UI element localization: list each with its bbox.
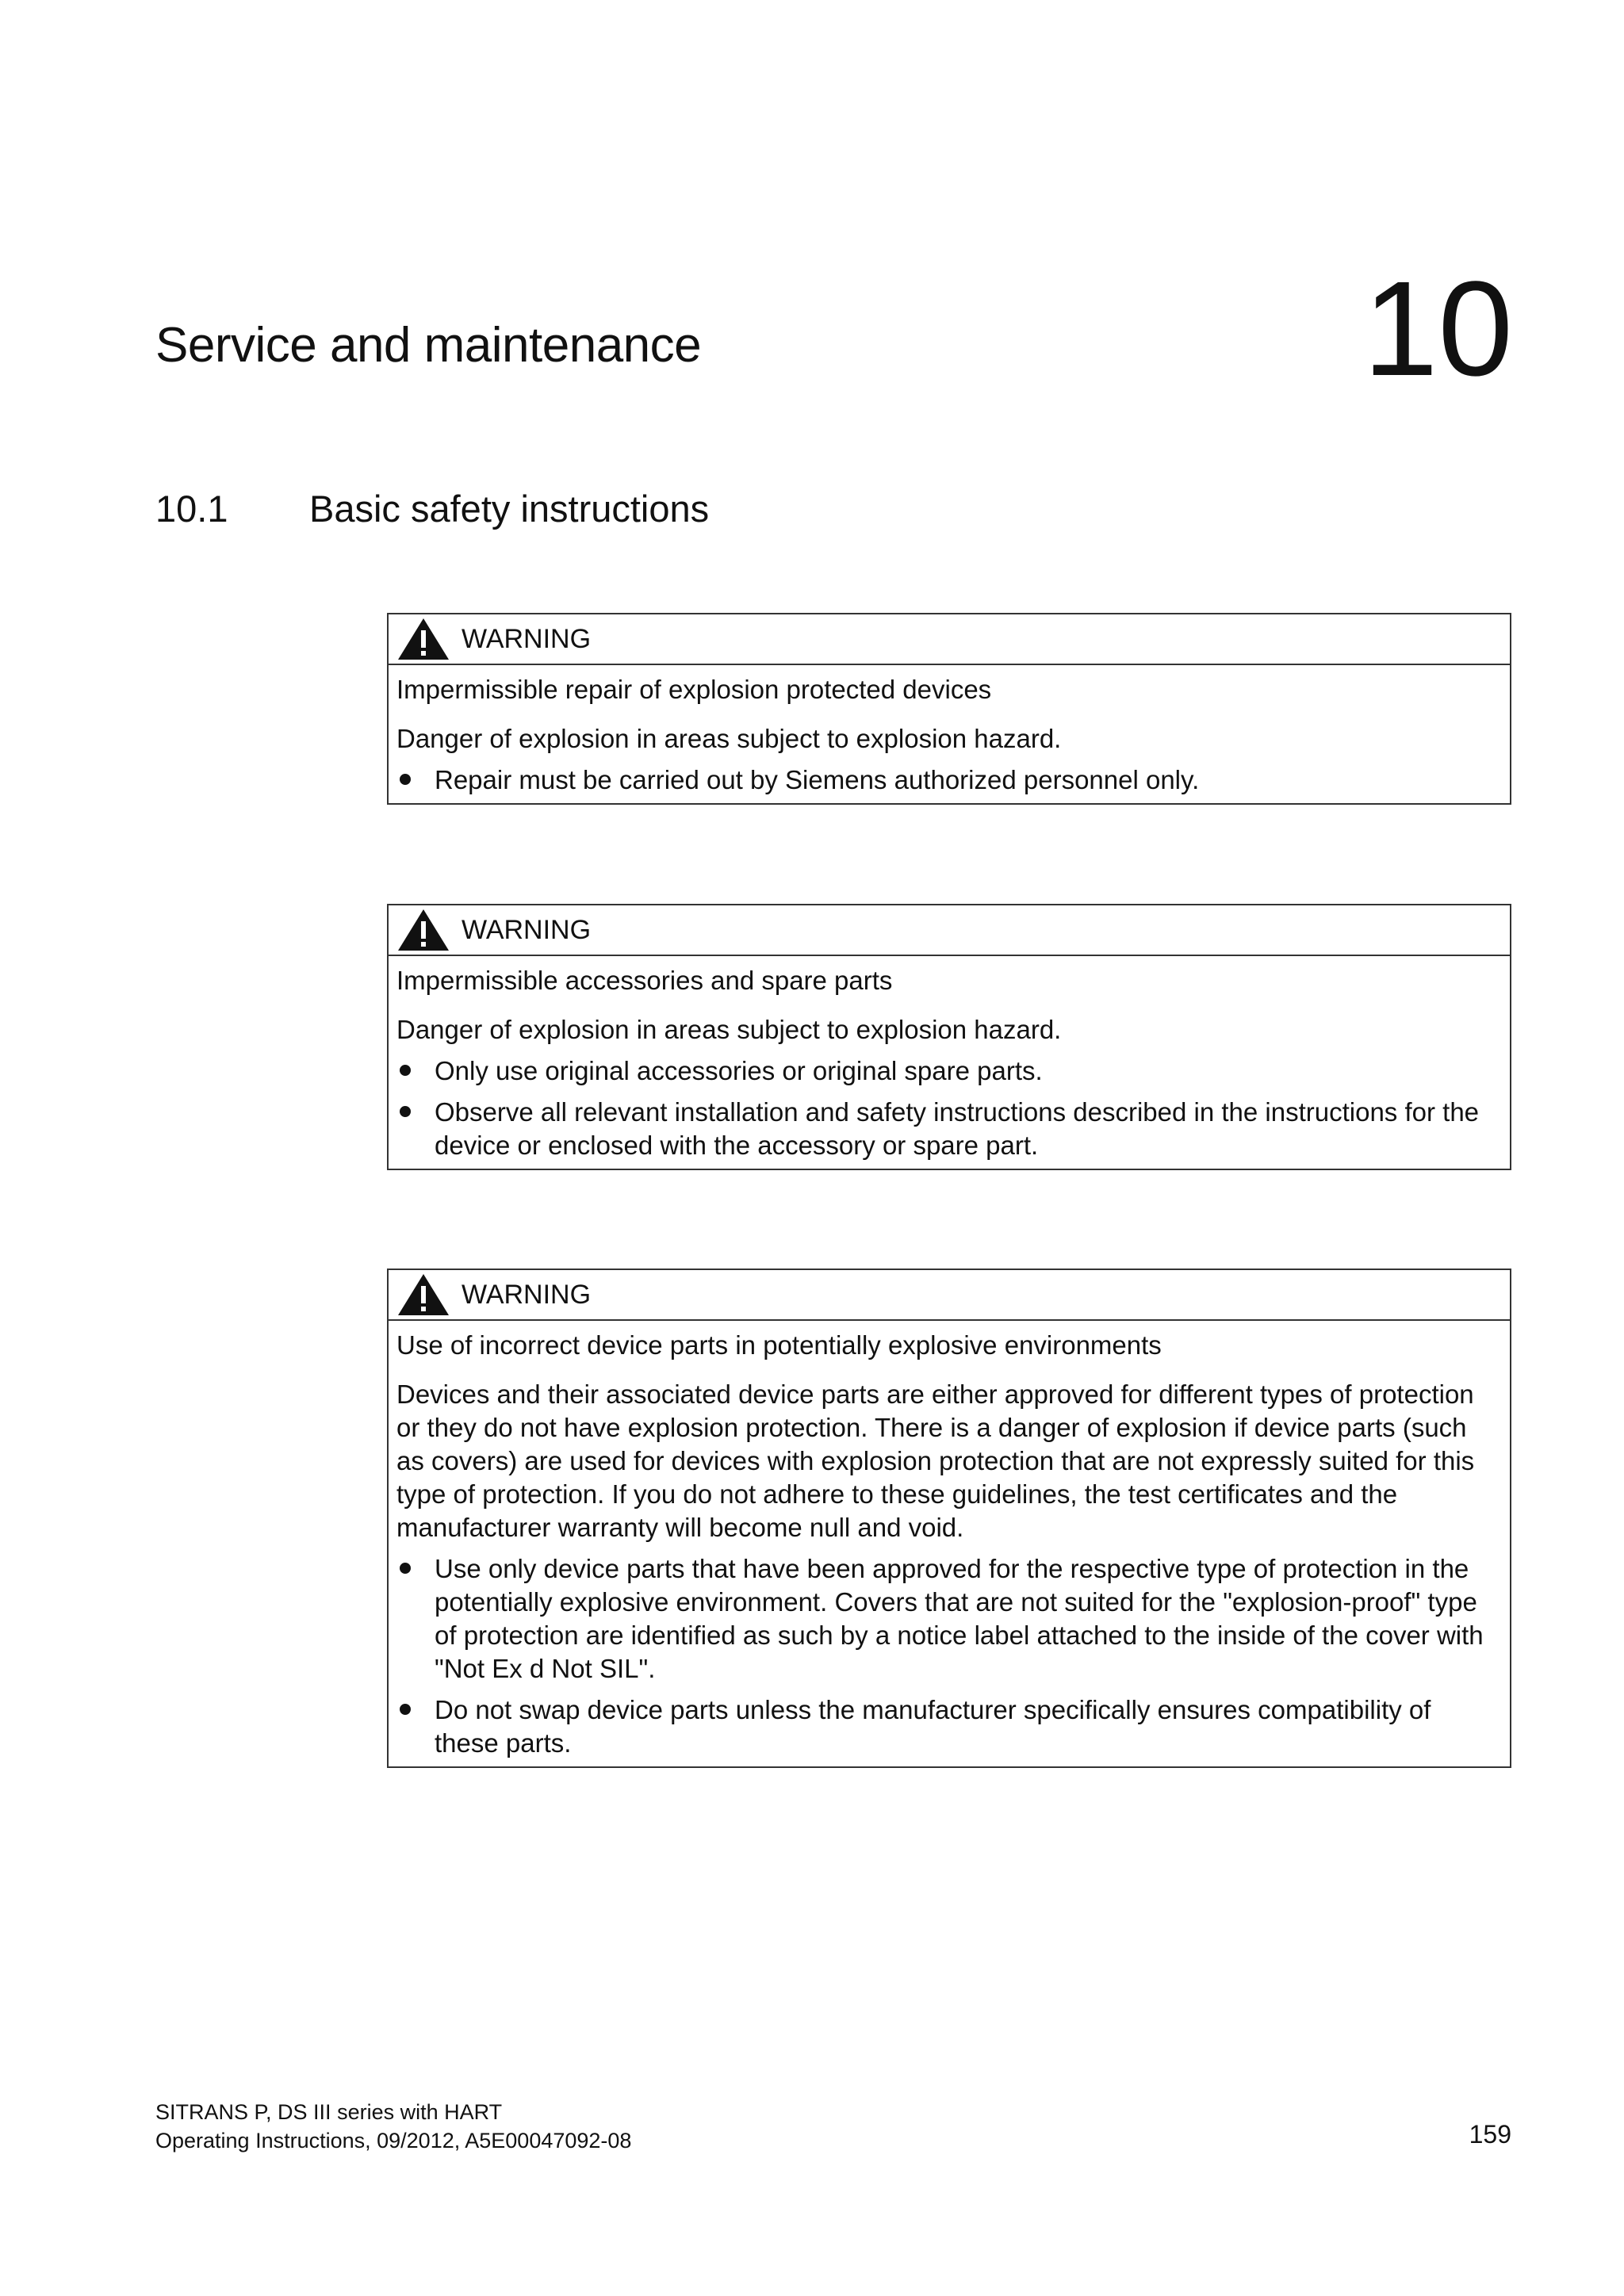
warning-label: WARNING: [462, 624, 592, 654]
section-heading: [155, 487, 709, 530]
footer-document: Operating Instructions, 09/2012, A5E00047092-08: [155, 2129, 632, 2152]
list-item: Do not swap device parts unless the manufacturer specifically ensures compatibility of these parts.: [396, 1693, 1500, 1760]
warning-box-3: [387, 1269, 1511, 1768]
list-item: Use only device parts that have been approved for the respective type of protection in the potentially explosive environment. Covers that are not suited for the "explosion-proof" type of protection are identified as such by a notice label attached to the inside of the cover with "Not Ex d Not SIL".: [396, 1552, 1500, 1686]
warning-text: Danger of explosion in areas subject to explosion hazard.: [396, 724, 1062, 753]
footer-product: SITRANS P, DS III series with HART: [155, 2100, 503, 2124]
warning-triangle-icon: [396, 1272, 450, 1317]
chapter-title: Service and maintenance: [155, 318, 702, 373]
warning-list: [396, 763, 1500, 797]
list-item: Observe all relevant installation and safety instructions described in the instructions for the device or enclosed with the accessory or spare part.: [396, 1096, 1500, 1162]
warning-box-1: [387, 613, 1511, 805]
chapter-number: 10: [1362, 254, 1513, 404]
warning-header: [389, 614, 1510, 665]
section-title: Basic safety instructions: [309, 488, 710, 530]
warning-label: WARNING: [462, 1280, 592, 1310]
warning-header: [389, 1270, 1510, 1321]
warning-body: [389, 956, 1510, 1169]
warning-text: Danger of explosion in areas subject to explosion hazard.: [396, 1015, 1062, 1044]
warning-body: [389, 665, 1510, 803]
warning-title: Use of incorrect device parts in potentially explosive environments: [396, 1330, 1162, 1360]
warning-triangle-icon: [396, 617, 450, 661]
page-number: 159: [1469, 2120, 1511, 2149]
warning-title: Impermissible repair of explosion protected devices: [396, 675, 992, 704]
warning-title: Impermissible accessories and spare parts: [396, 966, 893, 995]
warning-list: [396, 1552, 1500, 1760]
warning-body: [389, 1321, 1510, 1766]
list-item: Only use original accessories or original spare parts.: [396, 1054, 1500, 1088]
section-number: 10.1: [155, 488, 228, 530]
warning-list: [396, 1054, 1500, 1162]
warning-header: [389, 905, 1510, 956]
footer-info: [155, 2098, 631, 2155]
warning-text: Devices and their associated device parts are either approved for different types of protection or they do not have explosion protection. There is a danger of explosion if device parts (such as covers) are used for devices with explosion protection that are not expressly suited for this type of protection. If you do not adhere to these guidelines, the test certificates and the manufacturer warranty will become null and void.: [396, 1380, 1475, 1542]
warning-triangle-icon: [396, 908, 450, 952]
warning-box-2: [387, 904, 1511, 1170]
warning-label: WARNING: [462, 915, 592, 945]
list-item: Repair must be carried out by Siemens authorized personnel only.: [396, 763, 1500, 797]
